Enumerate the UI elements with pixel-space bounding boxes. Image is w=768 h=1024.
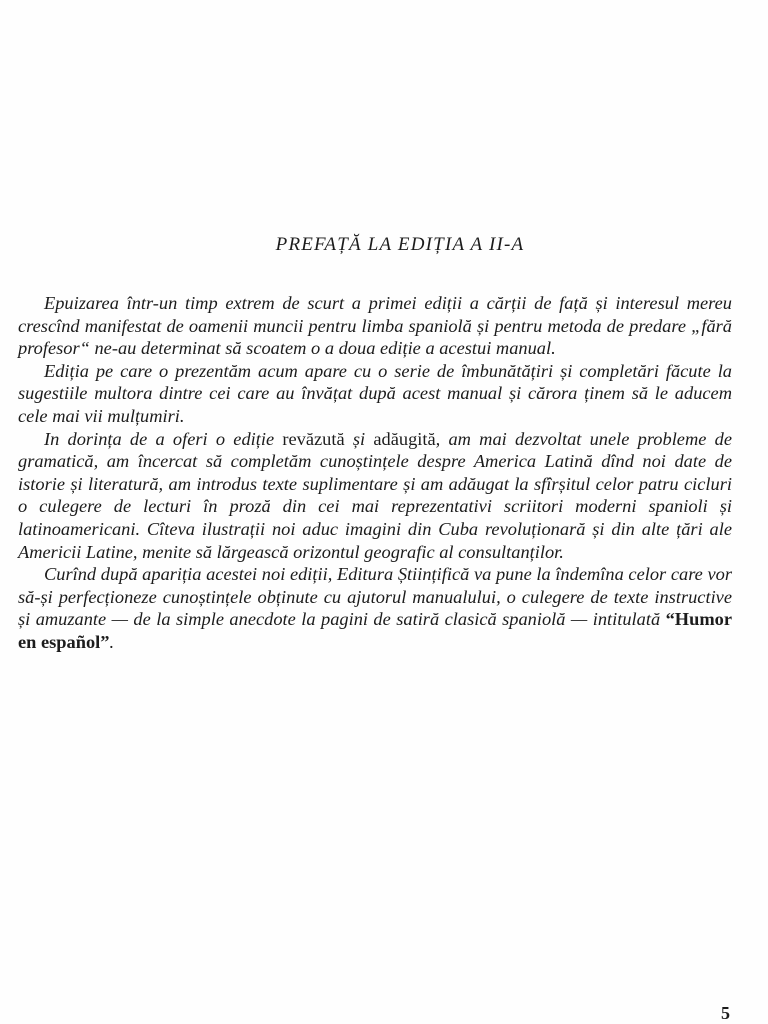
paragraph-4-text: Curînd după apariția acestei noi ediții, Editura Științifică va pune la îndemîna celor care vor să-și perfecționeze cunoștințele obținute cu ajutorul manualului, o culegere de texte instructive și amuzante — de la simple anecdote la pagini de satiră clasică spaniolă — intitulată [18,564,732,630]
paragraph-4 [18,563,732,653]
paragraph-3-word-adaugita: adăugită [373,428,436,449]
paragraph-2: Ediția pe care o prezentăm acum apare cu o serie de îmbunătățiri și completări făcute la sugestiile multora dintre cei care au învățat după acest manual și cărora ținem să le aducem cele mai vii mulțumiri. [18,360,732,426]
page-title: PREFAȚĂ LA EDIȚIA A II-A [275,234,525,255]
page-number: 5 [721,1003,730,1023]
paragraph-1: Epuizarea într-un timp extrem de scurt a primei ediții a cărții de față și interesul mereu crescînd manifestat de oamenii muncii pentru limba spaniolă și pentru metoda de predare „fără profesor“ ne-au determinat să scoatem o a doua ediție a acestui manual. [18,293,732,359]
paragraph-4-end: . [109,631,115,652]
book-title: “Humor en español” [18,609,732,652]
paragraph-3-word-revazuta: revăzută [282,428,345,449]
paragraph-3 [18,428,732,564]
paragraph-3-part-5: , am mai dezvoltat unele probleme de gramatică, am încercat să completăm cunoștințele despre America Latină dînd noi date de istorie și literatură, am introdus texte suplimentare și am adăugat la sfîrșitul celor patru cicluri o culegere de lecturi în proză din cei mai reprezentativi scriitori moderni spanioli și latinoamericani. Cîteva ilustrații noi aduc imagini din Cuba revoluționară și din alte țări ale Americii Latine, menite să lărgească orizontul geografic al consultanților. [18,428,732,562]
preface-body [18,292,732,654]
paragraph-3-part-3: și [344,428,374,449]
paragraph-3-part-1: In dorința de a oferi o ediție [44,428,283,449]
